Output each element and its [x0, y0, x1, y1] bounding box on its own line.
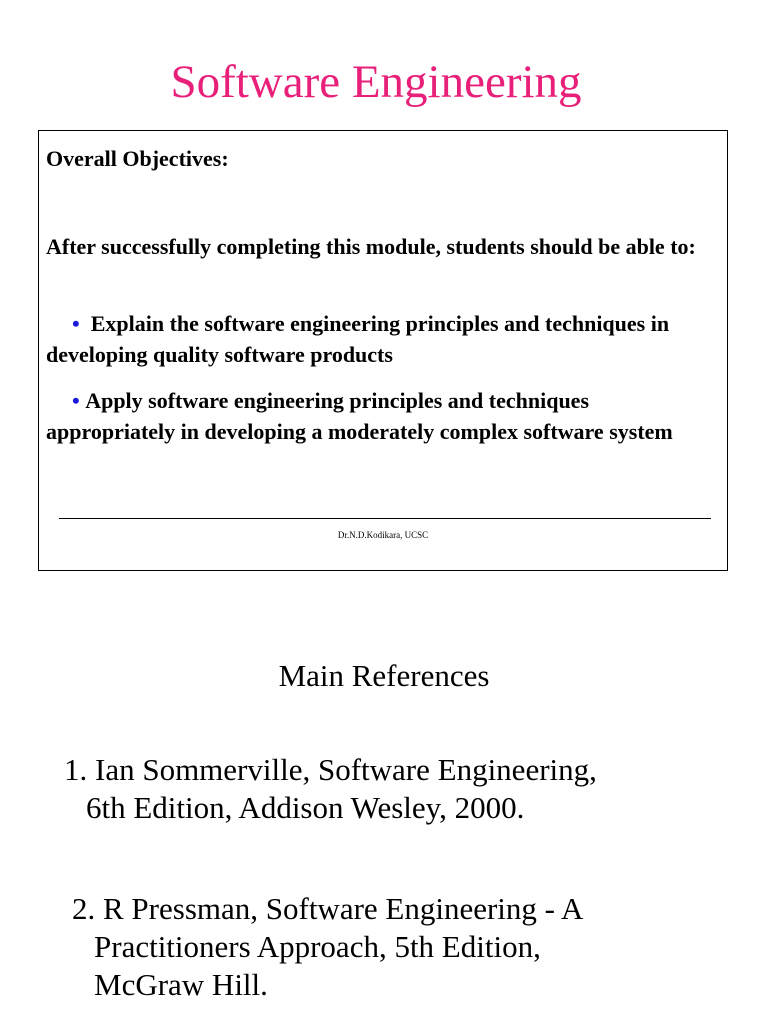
- objective-text: Apply software engineering principles and techniques appropriately in developing a moderately complex software system: [46, 388, 673, 444]
- objective-text: Explain the software engineering principles and techniques in developing quality software products: [46, 311, 670, 367]
- objective-item-1: [46, 308, 722, 370]
- reference-line: McGraw Hill.: [94, 967, 268, 1002]
- reference-item-2: [72, 890, 722, 1004]
- reference-line: 1. Ian Sommerville, Software Engineering,: [64, 752, 597, 787]
- reference-item-1: [64, 751, 724, 827]
- author-credit: Dr.N.D.Kodikara, UCSC: [337, 530, 429, 540]
- objectives-box: [38, 130, 728, 571]
- reference-line: 2. R Pressman, Software Engineering - A: [72, 891, 584, 926]
- objectives-intro: After successfully completing this module, students should be able to:: [46, 234, 696, 259]
- page-title: Software Engineering: [170, 56, 582, 108]
- reference-line: 6th Edition, Addison Wesley, 2000.: [86, 790, 525, 825]
- objective-item-2: [46, 385, 722, 447]
- bullet-icon: •: [72, 388, 86, 413]
- references-heading: Main References: [278, 658, 490, 693]
- reference-line: Practitioners Approach, 5th Edition,: [94, 929, 541, 964]
- bullet-icon: •: [72, 311, 86, 336]
- objectives-heading: Overall Objectives:: [46, 146, 229, 171]
- footer-divider: [59, 518, 711, 519]
